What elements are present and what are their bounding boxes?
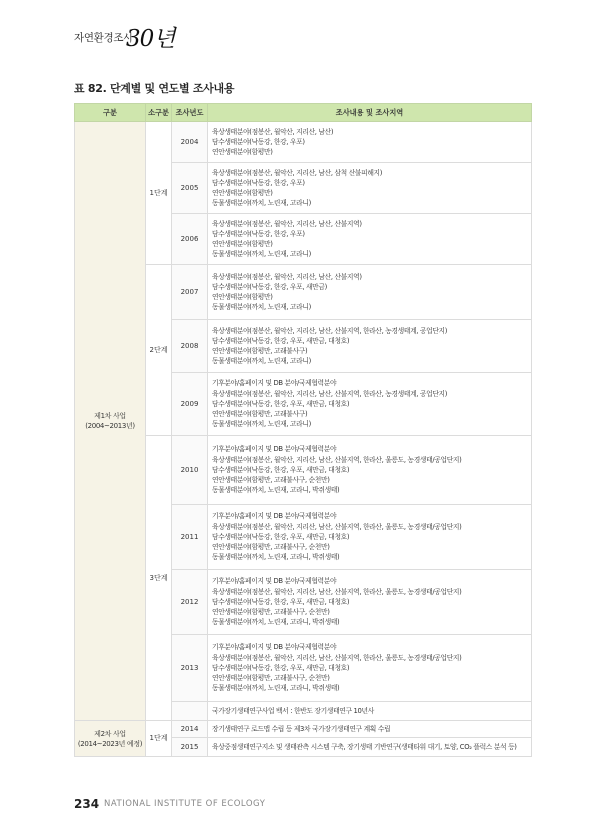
content-line: 육상중점생태연구지소 및 생태관측 시스템 구축, 장기생태 기반연구(생태타워 대기, 토양, CO₂ 플럭스 분석 등): [212, 742, 517, 751]
content-cell: [208, 738, 532, 757]
content-line: 동물생태분야(까치, 노린재, 고라니, 박쥐생태): [212, 486, 340, 495]
year-cell: 2015: [172, 738, 208, 757]
header-content: 조사내용 및 조사지역: [208, 104, 532, 122]
content-line: 연안생태분야(함평만): [212, 240, 273, 248]
content-cell: [208, 320, 532, 373]
survey-table: [74, 103, 532, 757]
content-cell: [208, 265, 532, 320]
stage-cell: 2단계: [146, 265, 172, 436]
content-line: 담수생태분야(낙동강, 한강, 우포): [212, 137, 305, 146]
content-line: 동물생태분야(까치, 노린재, 고라니): [212, 357, 311, 366]
table-row: [75, 721, 532, 738]
year-cell: 2005: [172, 163, 208, 214]
year-cell: 2014: [172, 721, 208, 738]
content-line: 동물생태분야(까치, 노린재, 고라니): [212, 303, 311, 312]
content-line: 육상생태분야(점봉산, 월악산, 지리산, 남산, 산불지역, 한라산, 농경생태계, 공업단지): [212, 326, 448, 335]
content-cell: [208, 373, 532, 436]
header-anniversary-logo: 30년: [126, 26, 175, 52]
content-line: 육상생태분야(점봉산, 월악산, 지리산, 남산, 산불지역, 한라산, 울릉도, 농경생태/공업단지): [212, 522, 462, 531]
content-line: 육상생태분야(점봉산, 월악산, 지리산, 남산): [212, 127, 334, 136]
content-line: 육상생태분야(점봉산, 월악산, 지리산, 남산, 산불지역, 한라산, 울릉도, 농경생태/공업단지): [212, 653, 462, 662]
content-line: 동물생태분야(까치, 노린재, 고라니): [212, 420, 311, 429]
content-cell: [208, 163, 532, 214]
year-cell: 2011: [172, 505, 208, 570]
group-label-line: (2004~2013년): [85, 422, 135, 430]
table-row: [75, 122, 532, 163]
header-title: 자연환경조사: [74, 32, 134, 44]
content-line: 육상생태분야(점봉산, 월악산, 지리산, 남산, 산불지역, 한라산, 울릉도, 농경생태/공업단지): [212, 587, 462, 596]
content-line: 육상생태분야(점봉산, 월악산, 지리산, 남산, 산불지역): [212, 272, 362, 281]
content-line: 동물생태분야(까치, 노린재, 고라니, 박쥐생태): [212, 684, 340, 693]
page-number: 234: [74, 797, 100, 811]
group-cell: [75, 721, 146, 757]
header-year: 조사년도: [172, 104, 208, 122]
content-cell: [208, 436, 532, 505]
content-line: 연안생태분야(함평만): [212, 189, 273, 197]
table-header-row: [75, 104, 532, 122]
content-cell: [208, 214, 532, 265]
table-caption: 표 82. 단계별 및 연도별 조사내용: [74, 82, 235, 95]
content-line: 담수생태분야(낙동강, 한강, 우포, 새만금, 대청호): [212, 465, 350, 474]
group-cell: [75, 122, 146, 721]
table-body: [75, 122, 532, 757]
year-cell: [172, 702, 208, 721]
content-cell: [208, 702, 532, 721]
content-cell: [208, 570, 532, 635]
group-label-line: (2014~2023년 예정): [77, 739, 143, 748]
content-line: 담수생태분야(낙동강, 한강, 우포, 새만금, 대청호): [212, 399, 350, 408]
content-line: 장기생태연구 로드맵 수립 등 제3차 국가장기생태연구 계획 수립: [212, 724, 391, 733]
content-line: 기후분야/홈페이지 및 DB 분야/국제협력분야: [212, 445, 337, 454]
year-cell: 2007: [172, 265, 208, 320]
content-line: 연안생태분야(함평만, 고래불사구): [212, 410, 308, 419]
content-line: 기후분야/홈페이지 및 DB 분야/국제협력분야: [212, 643, 337, 652]
content-line: 기후분야/홈페이지 및 DB 분야/국제협력분야: [212, 512, 337, 521]
content-line: 연안생태분야(함평만, 고래불사구, 순천만): [212, 608, 330, 617]
content-line: 동물생태분야(까치, 노린재, 고라니): [212, 199, 311, 208]
content-cell: [208, 122, 532, 163]
year-cell: 2004: [172, 122, 208, 163]
year-cell: 2009: [172, 373, 208, 436]
content-line: 담수생태분야(낙동강, 한강, 우포): [212, 178, 305, 187]
year-cell: 2012: [172, 570, 208, 635]
content-cell: [208, 635, 532, 702]
group-label-line: 제2차 사업: [94, 729, 126, 738]
header-subcategory: 소구분: [146, 104, 172, 122]
stage-cell: 1단계: [146, 721, 172, 757]
year-cell: 2013: [172, 635, 208, 702]
content-line: 기후분야/홈페이지 및 DB 분야/국제협력분야: [212, 577, 337, 586]
content-line: 담수생태분야(낙동강, 한강, 우포, 새만금, 대청호): [212, 336, 350, 345]
content-line: 육상생태분야(점봉산, 월악산, 지리산, 남산, 삼척 산불피해지): [212, 168, 383, 177]
content-line: 동물생태분야(까치, 노린재, 고라니, 박쥐생태): [212, 618, 340, 627]
content-line: 연안생태분야(함평만): [212, 293, 273, 301]
group-label-line: 제1차 사업: [94, 412, 126, 420]
content-line: 담수생태분야(낙동강, 한강, 우포, 새만금, 대청호): [212, 532, 350, 541]
content-line: 육상생태분야(점봉산, 월악산, 지리산, 남산, 산불지역, 한라산, 농경생태계, 공업단지): [212, 389, 448, 398]
content-line: 동물생태분야(까치, 노린재, 고라니): [212, 250, 311, 259]
content-line: 국가장기생태연구사업 백서 : 한반도 장기생태연구 10년사: [212, 706, 374, 715]
content-line: 담수생태분야(낙동강, 한강, 우포): [212, 229, 305, 238]
content-line: 연안생태분야(함평만, 고래불사구, 순천만): [212, 674, 330, 683]
content-line: 동물생태분야(까치, 노린재, 고라니, 박쥐생태): [212, 553, 340, 562]
stage-cell: 3단계: [146, 436, 172, 721]
content-line: 연안생태분야(함평만, 고래불사구): [212, 347, 308, 355]
content-line: 육상생태분야(점봉산, 월악산, 지리산, 남산, 산불지역): [212, 219, 362, 228]
content-cell: [208, 505, 532, 570]
year-cell: 2010: [172, 436, 208, 505]
content-cell: [208, 721, 532, 738]
content-line: 기후분야/홈페이지 및 DB 분야/국제협력분야: [212, 379, 337, 388]
content-line: 연안생태분야(함평만, 고래불사구, 순천만): [212, 543, 330, 552]
content-line: 담수생태분야(낙동강, 한강, 우포, 새만금): [212, 282, 327, 291]
year-cell: 2008: [172, 320, 208, 373]
year-cell: 2006: [172, 214, 208, 265]
footer-organization: NATIONAL INSTITUTE OF ECOLOGY: [104, 799, 266, 809]
content-line: 육상생태분야(점봉산, 월악산, 지리산, 남산, 산불지역, 한라산, 울릉도, 농경생태/공업단지): [212, 455, 462, 464]
header-category: 구분: [75, 104, 146, 122]
stage-cell: 1단계: [146, 122, 172, 265]
content-line: 담수생태분야(낙동강, 한강, 우포, 새만금, 대청호): [212, 597, 350, 606]
content-line: 연안생태분야(함평만): [212, 148, 273, 157]
content-line: 담수생태분야(낙동강, 한강, 우포, 새만금, 대청호): [212, 663, 350, 672]
content-line: 연안생태분야(함평만, 고래불사구, 순천만): [212, 476, 330, 485]
survey-table-container: [74, 103, 531, 757]
